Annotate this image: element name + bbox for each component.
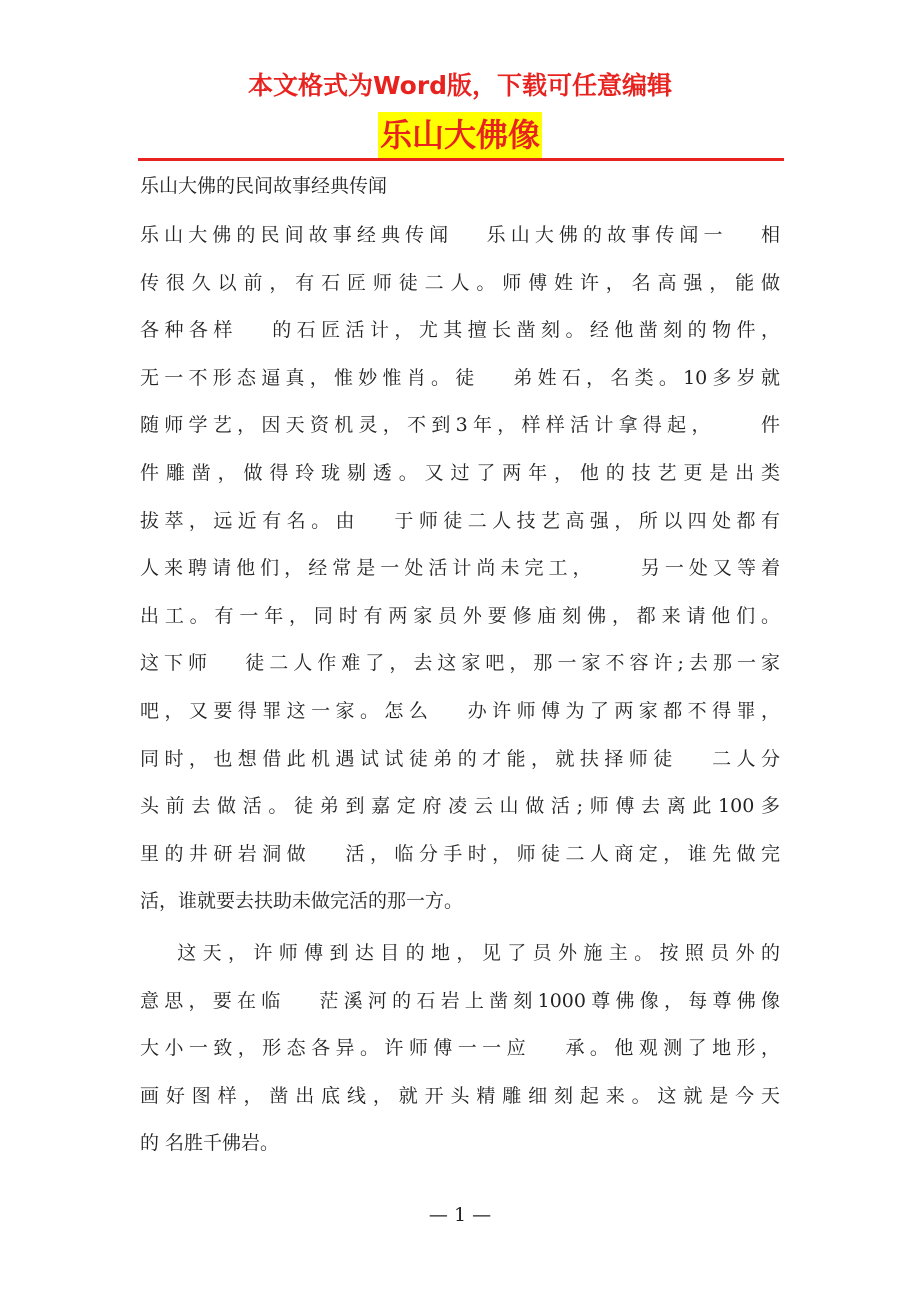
text-line: 画好图样，凿出底线，就开头精雕细刻起来。这就是今天: [140, 1084, 780, 1107]
text-line: 意思，要在临 茫溪河的石岩上凿刻1000尊佛像，每尊佛像: [140, 989, 780, 1012]
text-line: 传很久以前，有石匠师徒二人。师傅姓许，名高强，能做: [140, 271, 780, 294]
text-line: 里的井研岩洞做 活，临分手时，师徒二人商定，谁先做完: [140, 842, 780, 865]
title-container: [0, 112, 920, 158]
text-line: 人来聘请他们，经常是一处活计尚未完工， 另一处又等着: [140, 557, 780, 580]
format-notice-banner: 本文格式为Word版，下载可任意编辑: [247, 71, 673, 100]
text-line: 大小一致，形态各异。许师傅一一应 承。他观测了地形，: [140, 1037, 780, 1060]
text-line: 这下师 徒二人作难了，去这家吧，那一家不容许;去那一家: [140, 652, 780, 675]
text-line: 同时，也想借此机遇试试徒弟的才能，就扶择师徒 二人分: [140, 747, 780, 770]
text-line: 这天，许师傅到达目的地，见了员外施主。按照员外的: [140, 941, 780, 964]
article-body: [140, 212, 780, 1168]
text-line: 各种各样 的石匠活计，尤其擅长凿刻。经他凿刻的物件，: [140, 319, 780, 342]
text-line: 的 名胜千佛岩。: [140, 1132, 280, 1155]
text-line: 件雕凿，做得玲珑剔透。又过了两年，他的技艺更是出类: [140, 461, 780, 484]
text-line: 随师学艺，因天资机灵，不到3年，样样活计拿得起， 件: [140, 414, 780, 437]
text-line: 拔萃，远近有名。由 于师徒二人技艺高强，所以四处都有: [140, 509, 780, 532]
text-line: 出工。有一年，同时有两家员外要修庙刻佛，都来请他们。: [140, 604, 780, 627]
text-line: 头前去做活。徒弟到嘉定府凌云山做活;师傅去离此100多: [140, 795, 780, 818]
text-line: 无一不形态逼真，惟妙惟肖。徒 弟姓石，名类。10多岁就: [140, 366, 780, 389]
text-line: 活，谁就要去扶助未做完活的那一方。: [140, 890, 464, 913]
article-heading: 乐山大佛的民间故事经典传闻: [140, 175, 388, 197]
text-line: 吧，又要得罪这一家。怎么 办许师傅为了两家都不得罪，: [140, 699, 780, 722]
document-title: 乐山大佛像: [378, 112, 542, 158]
page-number: — 1 —: [428, 1204, 492, 1226]
text-line: 乐山大佛的民间故事经典传闻 乐山大佛的故事传闻一 相: [140, 224, 780, 246]
title-divider: [138, 158, 784, 161]
